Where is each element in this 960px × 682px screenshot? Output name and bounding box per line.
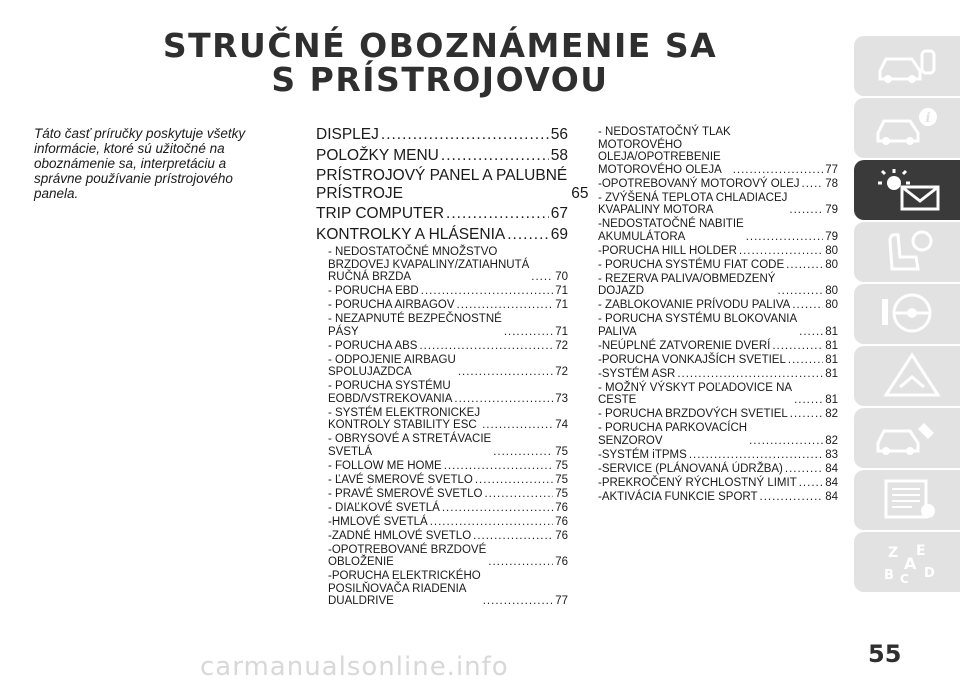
toc-entry-page: 81 xyxy=(825,353,838,366)
leader-dots xyxy=(493,446,553,459)
toc-entry[interactable] xyxy=(598,299,838,312)
chapter-tab[interactable] xyxy=(854,346,960,406)
leader-dots xyxy=(473,530,553,543)
leader-dots xyxy=(444,460,553,473)
specifications-icon xyxy=(872,475,942,526)
chapter-tab[interactable] xyxy=(854,408,960,468)
toc-entry[interactable] xyxy=(328,570,568,608)
chapter-tab[interactable] xyxy=(854,160,960,220)
leader-dots xyxy=(739,245,823,258)
leader-dots xyxy=(789,204,823,217)
toc-entry-label: - PRAVÉ SMEROVÉ SVETLO xyxy=(328,487,483,500)
toc-entry[interactable] xyxy=(598,218,838,243)
toc-entry-label: -SYSTÉM iTPMS xyxy=(598,448,687,461)
toc-entry[interactable] xyxy=(598,408,838,421)
toc-entry[interactable] xyxy=(598,126,838,176)
toc-entry-label: -NEDOSTATOČNÉ NABITIE AKUMULÁTORA xyxy=(598,218,744,243)
toc-entry-page: 76 xyxy=(555,529,568,542)
toc-entry-label: - PORUCHA SYSTÉMU FIAT CODE xyxy=(598,258,785,271)
toc-entry-label: - PORUCHA PARKOVACÍCH SENZOROV xyxy=(598,422,748,447)
toc-entry-page: 81 xyxy=(825,339,838,352)
toc-entry[interactable] xyxy=(328,460,568,473)
leader-dots xyxy=(772,340,823,353)
leader-dots xyxy=(454,393,553,406)
toc-entry[interactable] xyxy=(316,205,568,223)
leader-dots xyxy=(799,477,823,490)
toc-entry-label: - MOŽNÝ VÝSKYT POĽADOVICE NA CESTE xyxy=(598,381,793,406)
breakdown-warning-icon xyxy=(872,351,942,402)
toc-entry-label: POLOŽKY MENU xyxy=(316,146,439,164)
leader-dots xyxy=(777,285,823,298)
toc-entry-label: - NEDOSTATOČNÉ MNOŽSTVO BRZDOVEJ KVAPALINY/ZATIAHNUTÁ RUČNÁ BRZDA xyxy=(328,246,530,283)
toc-entry[interactable] xyxy=(598,422,838,447)
leader-dots xyxy=(458,366,553,379)
toc-entry[interactable] xyxy=(328,474,568,487)
toc-entry-page: 82 xyxy=(825,434,838,447)
toc-entry-label: - FOLLOW ME HOME xyxy=(328,459,442,472)
toc-entry-page: 81 xyxy=(825,367,838,380)
toc-entry-label: - NEDOSTATOČNÝ TLAK MOTOROVÉHO OLEJA/OPOTREBENIE MOTOROVÉHO OLEJA xyxy=(598,126,731,176)
toc-entry-label: - ZABLOKOVANIE PRÍVODU PALIVA xyxy=(598,299,791,311)
toc-entry-page: 77 xyxy=(555,595,568,607)
toc-entry-page: 75 xyxy=(555,487,568,500)
toc-entry-page: 84 xyxy=(825,476,838,489)
watermark: carmanualsonline.info xyxy=(200,652,509,682)
leader-dots xyxy=(504,326,553,339)
toc-entry[interactable] xyxy=(598,491,838,504)
svg-text:B: B xyxy=(884,567,894,583)
toc-entry-page: 75 xyxy=(555,473,568,486)
toc-entry-page: 84 xyxy=(825,462,838,475)
toc-entry-label: - PORUCHA EBD xyxy=(328,285,419,297)
leader-dots xyxy=(749,435,823,448)
toc-entry-page: 71 xyxy=(555,285,568,297)
svg-text:A: A xyxy=(904,553,917,573)
toc-entry-page: 80 xyxy=(825,258,838,271)
toc-entry-page: 84 xyxy=(825,490,838,503)
toc-entry[interactable] xyxy=(328,313,568,338)
toc-entry-page: 80 xyxy=(825,299,838,311)
toc-entry-page: 70 xyxy=(555,271,568,283)
leader-dots xyxy=(421,285,553,298)
toc-entry[interactable] xyxy=(328,488,568,501)
toc-entry[interactable] xyxy=(598,354,838,367)
toc-entry-page: 81 xyxy=(825,394,838,406)
intro-text: Táto časť príručky poskytuje všetky informácie, ktoré sú užitočné na oboznámenie sa, interpretáciu a správne používanie prístrojového panela. xyxy=(34,126,246,201)
toc-entry-label: KONTROLKY A HLÁSENIA xyxy=(316,225,506,243)
toc-entry-label: - NEZAPNUTÉ BEZPEČNOSTNÉ PÁSY xyxy=(328,313,502,338)
leader-dots xyxy=(483,595,553,608)
toc-entry[interactable] xyxy=(328,380,568,405)
toc-entry-label: -SERVICE (PLÁNOVANÁ ÚDRŽBA) xyxy=(598,462,783,475)
leader-dots xyxy=(488,556,553,569)
toc-entry[interactable] xyxy=(316,226,568,244)
toc-entry-page: 81 xyxy=(825,325,838,338)
toc-entry-page: 72 xyxy=(555,339,568,352)
steering-wheel-icon xyxy=(872,289,942,340)
toc-entry-page: 76 xyxy=(555,556,568,568)
leader-dots xyxy=(475,474,553,487)
toc-entry[interactable] xyxy=(328,340,568,353)
leader-dots xyxy=(760,491,824,504)
leader-dots xyxy=(531,271,553,284)
chapter-tabs xyxy=(854,36,960,594)
toc-entry[interactable] xyxy=(598,463,838,476)
toc-entry[interactable] xyxy=(598,340,838,353)
leader-dots xyxy=(441,147,549,165)
toc-entry-page: 74 xyxy=(555,419,568,431)
toc-entry-label: - OBRYSOVÉ A STRETÁVACIE SVETLÁ xyxy=(328,433,492,458)
toc-entry-page: 83 xyxy=(825,448,838,461)
leader-dots xyxy=(790,408,823,421)
leader-dots xyxy=(677,368,823,381)
toc-entry[interactable] xyxy=(598,178,838,191)
toc-entry-page: 76 xyxy=(555,515,568,528)
leader-dots xyxy=(785,463,823,476)
toc-entry-label: TRIP COMPUTER xyxy=(316,205,445,222)
toc-entry-page: 80 xyxy=(825,244,838,257)
toc-entry-page: 69 xyxy=(550,225,568,243)
toc-entry-page: 79 xyxy=(825,204,838,216)
leader-dots xyxy=(457,299,554,312)
toc-entry-label: -PREKROČENÝ RÝCHLOSTNÝ LIMIT xyxy=(598,476,797,489)
toc-entry[interactable] xyxy=(316,147,568,165)
toc-entry[interactable] xyxy=(598,449,838,462)
chapter-tab[interactable] xyxy=(854,98,960,158)
toc-entry-label: - PORUCHA SYSTÉMU EOBD/VSTREKOVANIA xyxy=(328,380,453,405)
toc-entry-page: 82 xyxy=(825,408,838,420)
toc-entry-page: 79 xyxy=(825,230,838,243)
leader-dots xyxy=(482,419,553,432)
toc-entry-page: 77 xyxy=(825,163,838,176)
toc-entry-label: -OPOTREBOVANÉ BRZDOVÉ OBLOŽENIE xyxy=(328,543,487,568)
toc-entry-label: -PORUCHA VONKAJŠÍCH SVETIEL xyxy=(598,353,786,366)
toc-entry[interactable] xyxy=(598,382,838,407)
car-service-icon xyxy=(872,413,942,464)
leader-dots xyxy=(381,126,549,144)
toc-entry[interactable] xyxy=(328,407,568,432)
toc-entry[interactable] xyxy=(598,368,838,381)
toc-entry-page: 67 xyxy=(550,205,568,222)
toc-entry-label: -NEÚPLNÉ ZATVORENIE DVERÍ xyxy=(598,339,771,352)
leader-dots xyxy=(786,259,823,272)
toc-entry[interactable] xyxy=(598,245,838,258)
seat-airbag-icon xyxy=(872,227,942,278)
toc-entry[interactable] xyxy=(316,126,568,144)
leader-dots xyxy=(788,354,823,367)
toc-entry-label: DISPLEJ xyxy=(316,126,379,143)
leader-dots xyxy=(799,326,823,339)
toc-entry[interactable] xyxy=(328,246,568,284)
toc-entry-label: - PORUCHA ABS xyxy=(328,339,418,352)
warning-light-message-icon xyxy=(872,165,942,216)
toc-entry-page: 65 xyxy=(571,184,589,202)
chapter-tab[interactable] xyxy=(854,284,960,344)
toc-entry[interactable] xyxy=(328,354,568,379)
toc-entry-page: 78 xyxy=(825,177,838,190)
toc-entry-label: -OPOTREBOVANÝ MOTOROVÝ OLEJ xyxy=(598,177,800,190)
car-keys-icon xyxy=(872,41,942,92)
toc-entry[interactable] xyxy=(328,285,568,298)
toc-column-2 xyxy=(598,126,838,505)
page-title-line-2: S PRÍSTROJOVOU xyxy=(271,60,609,99)
toc-entry-page: 56 xyxy=(550,126,568,143)
leader-dots xyxy=(446,205,549,223)
chapter-tab[interactable] xyxy=(854,470,960,530)
leader-dots xyxy=(802,178,824,191)
toc-entry[interactable] xyxy=(598,477,838,490)
toc-entry[interactable] xyxy=(328,516,568,529)
car-info-icon xyxy=(872,103,942,154)
leader-dots xyxy=(507,226,549,244)
svg-text:i: i xyxy=(925,110,931,126)
leader-dots xyxy=(442,502,553,515)
toc-entry-label: - PORUCHA SYSTÉMU BLOKOVANIA PALIVA xyxy=(598,313,798,338)
toc-entry-page: 72 xyxy=(555,366,568,378)
toc-entry[interactable] xyxy=(316,167,589,202)
toc-entry[interactable] xyxy=(328,299,568,312)
toc-entry[interactable] xyxy=(598,192,838,217)
toc-entry[interactable] xyxy=(328,502,568,515)
toc-entry[interactable] xyxy=(598,259,838,272)
toc-entry[interactable] xyxy=(328,433,568,458)
svg-text:C: C xyxy=(900,571,909,583)
svg-text:Z: Z xyxy=(888,544,899,561)
leader-dots xyxy=(794,394,823,407)
leader-dots xyxy=(733,164,824,177)
toc-entry[interactable] xyxy=(598,273,838,298)
toc-entry-label: -PORUCHA HILL HOLDER xyxy=(598,244,737,257)
leader-dots xyxy=(792,299,823,312)
page-title-line-1: STRUČNÉ OBOZNÁMENIE SA xyxy=(162,26,718,65)
toc-entry-label: PRÍSTROJOVÝ PANEL A PALUBNÉ PRÍSTROJE xyxy=(316,167,568,202)
chapter-tab[interactable] xyxy=(854,36,960,96)
toc-entry-label: - SYSTÉM ELEKTRONICKEJ KONTROLY STABILITY ESC xyxy=(328,406,481,431)
svg-text:D: D xyxy=(924,565,935,581)
toc-entry[interactable] xyxy=(598,313,838,338)
chapter-tab[interactable] xyxy=(854,532,960,592)
toc-entry-label: -AKTIVÁCIA FUNKCIE SPORT xyxy=(598,490,758,503)
toc-entry-page: 58 xyxy=(550,146,568,164)
toc-entry[interactable] xyxy=(328,530,568,543)
toc-entry-page: 71 xyxy=(555,299,568,311)
leader-dots xyxy=(746,231,824,244)
toc-entry-label: - PORUCHA BRZDOVÝCH SVETIEL xyxy=(598,408,788,420)
toc-entry[interactable] xyxy=(328,544,568,569)
svg-text:E: E xyxy=(916,542,926,559)
leader-dots xyxy=(419,340,553,353)
toc-entry-page: 75 xyxy=(555,459,568,472)
toc-entry-label: -SYSTÉM ASR xyxy=(598,367,676,380)
leader-dots xyxy=(430,516,554,529)
toc-entry-label: - PORUCHA AIRBAGOV xyxy=(328,299,455,311)
toc-entry-label: - DIAĽKOVÉ SVETLÁ xyxy=(328,501,440,514)
toc-entry-label: - ĽAVÉ SMEROVÉ SVETLO xyxy=(328,473,473,486)
toc-entry-label: - ODPOJENIE AIRBAGU SPOLUJAZDCA xyxy=(328,353,456,378)
leader-dots xyxy=(689,449,823,462)
toc-entry-page: 76 xyxy=(555,501,568,514)
toc-entry-page: 80 xyxy=(825,285,838,297)
leader-dots xyxy=(484,488,553,501)
toc-entry-label: -HMLOVÉ SVETLÁ xyxy=(328,515,428,528)
toc-entry-page: 73 xyxy=(555,392,568,405)
chapter-tab[interactable] xyxy=(854,222,960,282)
toc-entry-page: 71 xyxy=(555,325,568,338)
page-number: 55 xyxy=(868,640,902,668)
alphabet-index-icon xyxy=(872,537,942,588)
toc-entry-label: - REZERVA PALIVA/OBMEDZENÝ DOJAZD xyxy=(598,272,776,297)
toc-entry-page: 75 xyxy=(555,445,568,458)
toc-entry-label: -PORUCHA ELEKTRICKÉHO POSILŇOVAČA RIADENIA DUALDRIVE xyxy=(328,570,481,607)
toc-entry-label: - ZVÝŠENÁ TEPLOTA CHLADIACEJ KVAPALINY MOTORA xyxy=(598,191,788,216)
toc-entry-label: -ZADNÉ HMLOVÉ SVETLO xyxy=(328,529,472,542)
toc-column-1 xyxy=(316,126,589,609)
